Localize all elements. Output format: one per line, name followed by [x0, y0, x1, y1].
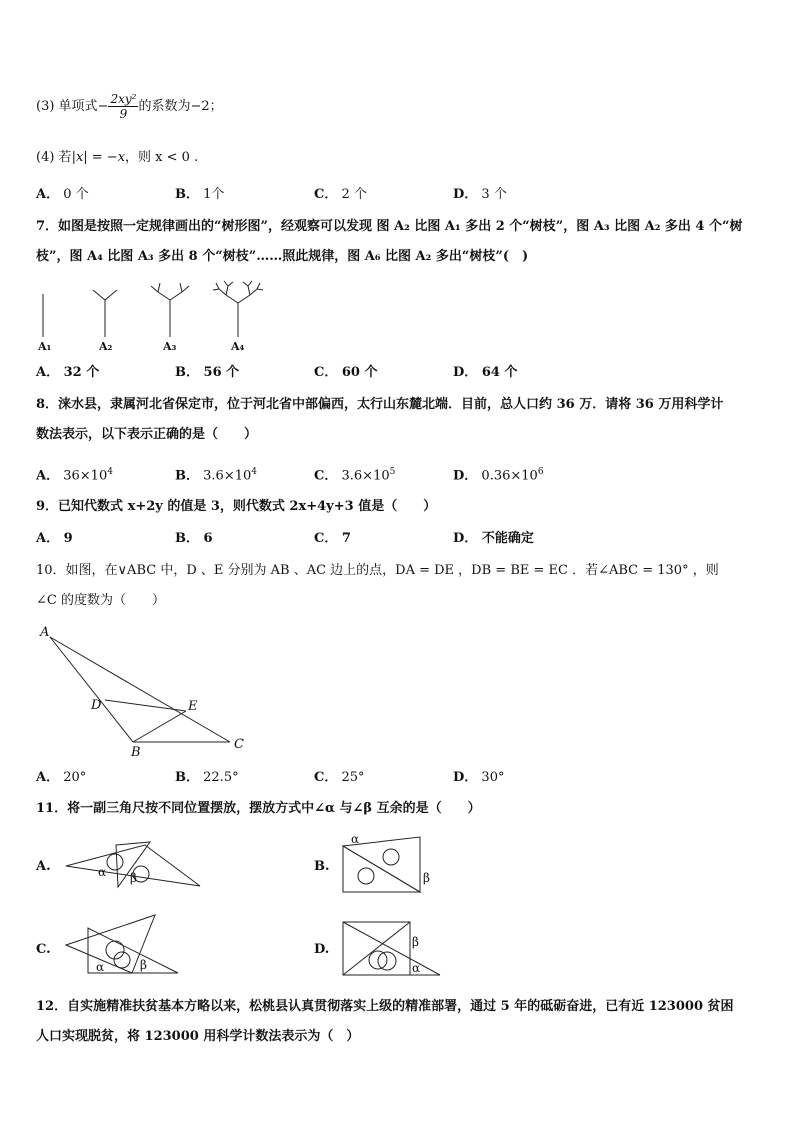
option-exponent: 4	[107, 467, 113, 477]
option-letter: D．	[453, 770, 478, 785]
option-text: 25°	[341, 770, 365, 785]
option-text: 2 个	[341, 187, 367, 202]
option-letter: B．	[175, 770, 199, 785]
option-text: 56 个	[203, 365, 240, 380]
q11-option-a[interactable]: A.	[36, 859, 51, 874]
option-exponent: 6	[537, 467, 544, 477]
option-text: 7	[341, 531, 351, 546]
figure-b-alpha: α	[351, 832, 360, 846]
option-text: 22.5°	[203, 770, 239, 785]
figure-b-beta: β	[423, 871, 430, 885]
figure-d-diagonal	[343, 922, 440, 975]
q11-stem: 11．将一副三角尺按不同位置摆放，摆放方式中∠α 与∠β 互余的是（ ）	[36, 801, 481, 816]
vertex-label-c: C	[234, 737, 244, 752]
vertex-label-d: D	[91, 698, 102, 713]
tree-label-a1: A₁	[38, 340, 52, 353]
option-letter: C．	[314, 468, 338, 484]
option-letter: A．	[36, 365, 60, 380]
q12-stem-line1: 12．自实施精准扶贫基本方略以来，松桃县认真贯彻落实上级的精准部署，通过 5 年的砥砺奋进，已有近 123000 贫困	[36, 999, 734, 1014]
q6-item3-suffix: 的系数为−2；	[138, 99, 223, 114]
figure-c-beta: β	[140, 958, 147, 972]
option-text: 不能确定	[481, 531, 534, 546]
q7-stem-line2: 枝”，图 A₄ 比图 A₃ 多出 8 个“树枝”……照此规律，图 A₆ 比图 A₂ 多出“树枝”( )	[36, 249, 529, 264]
vertex-label-a: A	[40, 625, 50, 640]
figure-c-alpha: α	[96, 960, 105, 974]
figure-d-diagonal	[343, 922, 410, 975]
option-letter: C．	[314, 531, 338, 546]
option-text: 32 个	[63, 365, 100, 380]
q6-item4-suffix: ，则 x < 0 .	[125, 150, 199, 165]
option-letter: A．	[36, 531, 60, 546]
fraction-numerator: 2xy²	[110, 92, 137, 106]
vertex-label-b: B	[131, 745, 141, 760]
option-text: 20°	[63, 770, 87, 785]
figure-b-circle	[358, 868, 374, 884]
option-letter: D．	[453, 365, 478, 380]
tree-label-a2: A₂	[99, 340, 113, 353]
q6-item4-abs: |x| = −x	[71, 150, 126, 165]
option-letter: C．	[314, 770, 338, 785]
figure-a-beta: β	[130, 871, 137, 885]
option-letter: D．	[453, 187, 478, 202]
q11-option-d[interactable]: D.	[314, 942, 330, 957]
option-text: 0 个	[63, 187, 89, 202]
q11-option-b[interactable]: B.	[314, 859, 330, 874]
option-text: 9	[63, 531, 73, 546]
option-letter: A．	[36, 770, 60, 785]
option-letter: A．	[36, 187, 60, 202]
q6-item4-prefix: (4) 若	[36, 150, 72, 165]
tree-label-a3: A₃	[163, 340, 177, 353]
figure-d-beta: β	[412, 935, 419, 949]
option-letter: D．	[453, 468, 478, 484]
q12-stem-line2: 人口实现脱贫，将 123000 用科学计数法表示为（ ）	[36, 1029, 360, 1044]
q11-option-c[interactable]: C.	[36, 942, 51, 957]
q10-stem-line2: ∠C 的度数为（ ）	[36, 593, 165, 608]
option-exponent: 4	[251, 467, 257, 477]
figure-d-alpha: α	[412, 961, 421, 975]
tree-label-a4: A₄	[231, 340, 245, 353]
q6-item3-prefix: (3) 单项式	[36, 99, 98, 114]
figure-b-circle	[383, 849, 399, 865]
option-base: 3.6×10	[341, 468, 390, 484]
option-letter: C．	[314, 365, 338, 380]
option-letter: D．	[453, 531, 478, 546]
option-exponent: 5	[389, 467, 396, 477]
vertex-label-e: E	[188, 699, 198, 714]
option-letter: B．	[175, 468, 199, 484]
figure-c-circle	[114, 952, 130, 968]
option-base: 3.6×10	[203, 468, 252, 484]
option-text: 60 个	[341, 365, 378, 380]
figure-b-triangle-2	[343, 846, 420, 892]
fraction-denominator: 9	[119, 107, 128, 121]
q6-item3-minus: −	[97, 99, 109, 114]
option-letter: B．	[175, 531, 199, 546]
q8-stem-line2: 数法表示，以下表示正确的是（ ）	[36, 427, 258, 442]
option-text: 6	[203, 531, 213, 546]
option-text: 1个	[203, 187, 225, 202]
option-text: 30°	[481, 770, 505, 785]
q7-stem-line1: 7．如图是按照一定规律画出的“树形图”，经观察可以发现 图 A₂ 比图 A₁ 多出 2 个“树枝”，图 A₃ 比图 A₂ 多出 4 个“树	[36, 219, 743, 234]
figure-a-circle	[107, 854, 123, 870]
option-letter: C．	[314, 187, 338, 202]
option-base: 36×10	[63, 468, 108, 484]
q8-stem-line1: 8．涞水县，隶属河北省保定市，位于河北省中部偏西，太行山东麓北端．目前，总人口约 36 万．请将 36 万用科学计	[36, 397, 724, 412]
option-letter: B．	[175, 187, 199, 202]
option-text: 3 个	[481, 187, 507, 202]
q9-stem: 9．已知代数式 x+2y 的值是 3，则代数式 2x+4y+3 值是（ ）	[36, 499, 437, 514]
figure-a-alpha: α	[98, 865, 107, 879]
option-text: 64 个	[481, 365, 518, 380]
option-letter: A．	[36, 468, 60, 484]
q10-stem-line1: 10．如图，在∨ABC 中，D 、E 分别为 AB 、AC 边上的点，DA = DE ，DB = BE = EC ．若∠ABC = 130° ，则	[36, 563, 719, 578]
option-base: 0.36×10	[481, 468, 538, 484]
option-letter: B．	[175, 365, 199, 380]
